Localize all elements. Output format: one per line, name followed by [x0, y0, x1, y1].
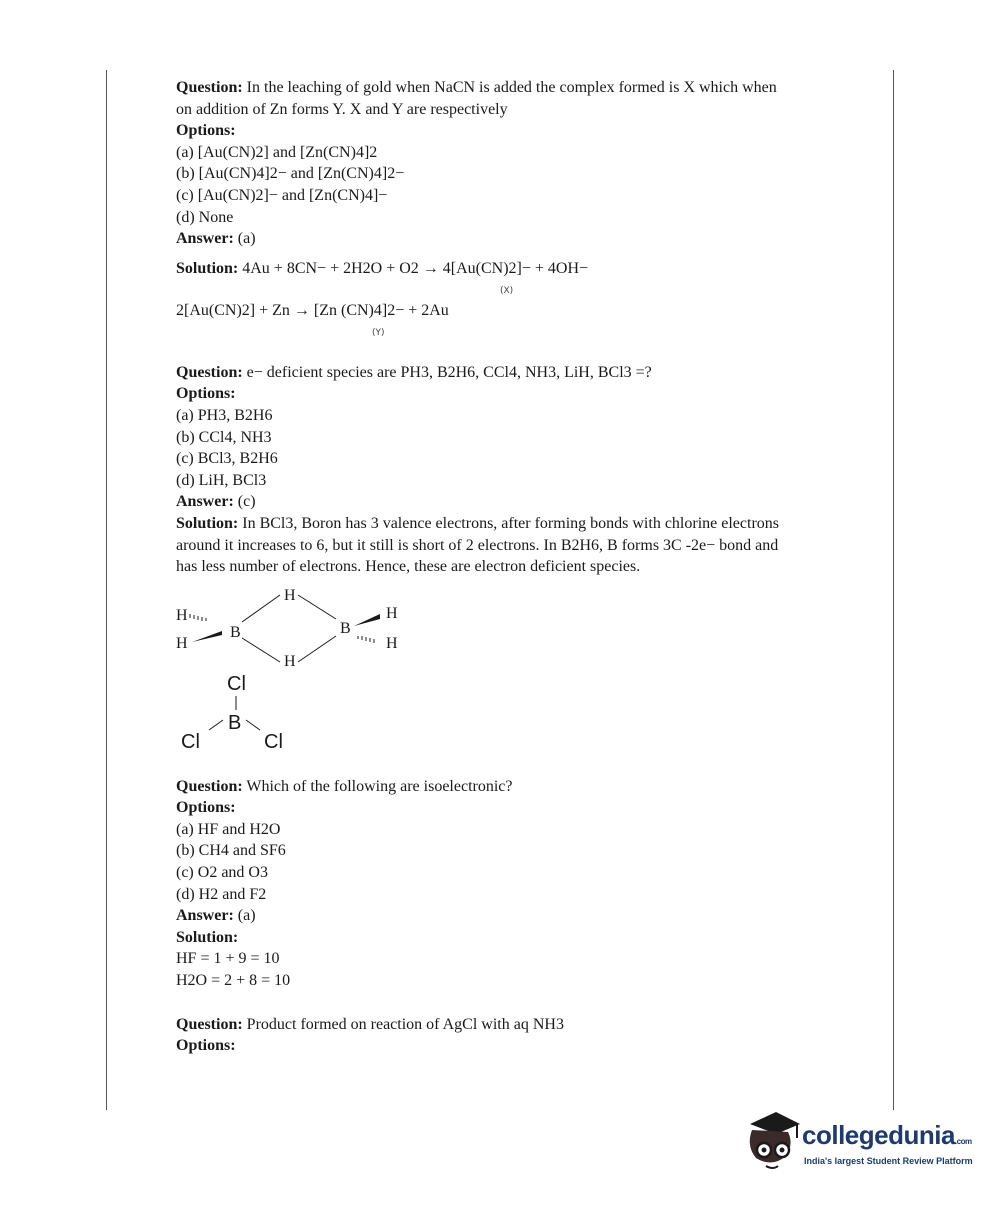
q2-solution-l2: around it increases to 6, but it still is short of 2 electrons. In B2H6, B forms 3C -2e− bond and	[176, 536, 779, 554]
structure-figures	[176, 578, 866, 758]
bridge-h-bottom: H	[284, 652, 296, 670]
collegedunia-logo[interactable]	[742, 1110, 972, 1180]
q2-option-c: (c) BCl3, B2H6	[176, 450, 278, 468]
q2-question: Question: e− deficient species are PH3, B2H6, CCl4, NH3, LiH, BCl3 =?	[176, 363, 652, 381]
terminal-h-3: H	[386, 604, 398, 622]
q2-solution-l1: Solution: In BCl3, Boron has 3 valence electrons, after forming bonds with chlorine electrons	[176, 514, 779, 532]
q3-solution-l1: HF = 1 + 9 = 10	[176, 950, 280, 968]
chlorine-right: Cl	[264, 730, 283, 753]
q1-solution-eq2: 2[Au(CN)2] + Zn → [Zn (CN)4]2− + 2Au (Y)	[176, 300, 866, 362]
q1-solution-eq1: Solution: 4Au + 8CN− + 2H2O + O2 → 4[Au(CN)2]− + 4OH− (X)	[176, 258, 866, 300]
bridge-h-top: H	[284, 586, 296, 604]
bcl3-structure	[181, 673, 283, 753]
q2-option-a: (a) PH3, B2H6	[176, 406, 273, 424]
q4-question: Question: Product formed on reaction of AgCl with aq NH3	[176, 1015, 564, 1033]
q2-option-d: (d) LiH, BCl3	[176, 471, 267, 489]
q2-answer: Answer: (c)	[176, 493, 256, 511]
terminal-h-4: H	[386, 634, 398, 652]
chlorine-top: Cl	[227, 672, 246, 695]
complex-x-label: (X)	[500, 285, 514, 296]
q3-option-a: (a) HF and H2O	[176, 820, 281, 838]
q3-solution-label: Solution:	[176, 928, 239, 946]
q3-solution-l2: H2O = 2 + 8 = 10	[176, 972, 291, 990]
q1-question-cont: on addition of Zn forms Y. X and Y are respectively	[176, 100, 508, 118]
q3-option-b: (b) CH4 and SF6	[176, 842, 286, 860]
q3-answer: Answer: (a)	[176, 907, 256, 925]
q2-options-label: Options:	[176, 385, 236, 403]
left-margin-rule	[106, 70, 107, 1110]
diborane-bcl3-structures	[176, 578, 436, 763]
boron-center: B	[228, 711, 242, 734]
chlorine-left: Cl	[181, 730, 200, 753]
q3-option-c: (c) O2 and O3	[176, 864, 268, 882]
brand-name: collegedunia.com	[802, 1120, 972, 1150]
wedge-bond-right	[354, 614, 380, 626]
diborane-structure	[176, 587, 398, 670]
q2-option-b: (b) CCl4, NH3	[176, 428, 272, 446]
q2-solution-l3: has less number of electrons. Hence, these are electron deficient species.	[176, 558, 641, 576]
q3-question: Question: Which of the following are isoelectronic?	[176, 777, 513, 795]
terminal-h-1: H	[176, 606, 188, 624]
q4-options-label: Options:	[176, 1037, 236, 1055]
q1-option-c: (c) [Au(CN)2]− and [Zn(CN)4]−	[176, 186, 388, 204]
brand-tagline: India's largest Student Review Platform	[804, 1156, 973, 1166]
wedge-bond-left	[192, 631, 222, 642]
q1-option-d: (d) None	[176, 208, 234, 226]
page-content	[176, 77, 866, 1057]
q1-option-a: (a) [Au(CN)2] and [Zn(CN)4]2	[176, 143, 378, 161]
hashed-bond-left	[190, 614, 206, 621]
q3-options-label: Options:	[176, 799, 236, 817]
boron-right: B	[340, 619, 351, 637]
q1-options-label: Options:	[176, 122, 236, 140]
mascot-icon	[742, 1110, 802, 1176]
q3-option-d: (d) H2 and F2	[176, 885, 267, 903]
boron-left: B	[230, 623, 241, 641]
hashed-bond-right	[358, 636, 374, 643]
right-margin-rule	[893, 70, 894, 1110]
q1-option-b: (b) [Au(CN)4]2− and [Zn(CN)4]2−	[176, 165, 405, 183]
complex-y-label: (Y)	[372, 327, 385, 338]
q1-answer: Answer: (a)	[176, 230, 256, 248]
q1-question: Question: In the leaching of gold when NaCN is added the complex formed is X which when	[176, 79, 777, 96]
terminal-h-2: H	[176, 634, 188, 652]
